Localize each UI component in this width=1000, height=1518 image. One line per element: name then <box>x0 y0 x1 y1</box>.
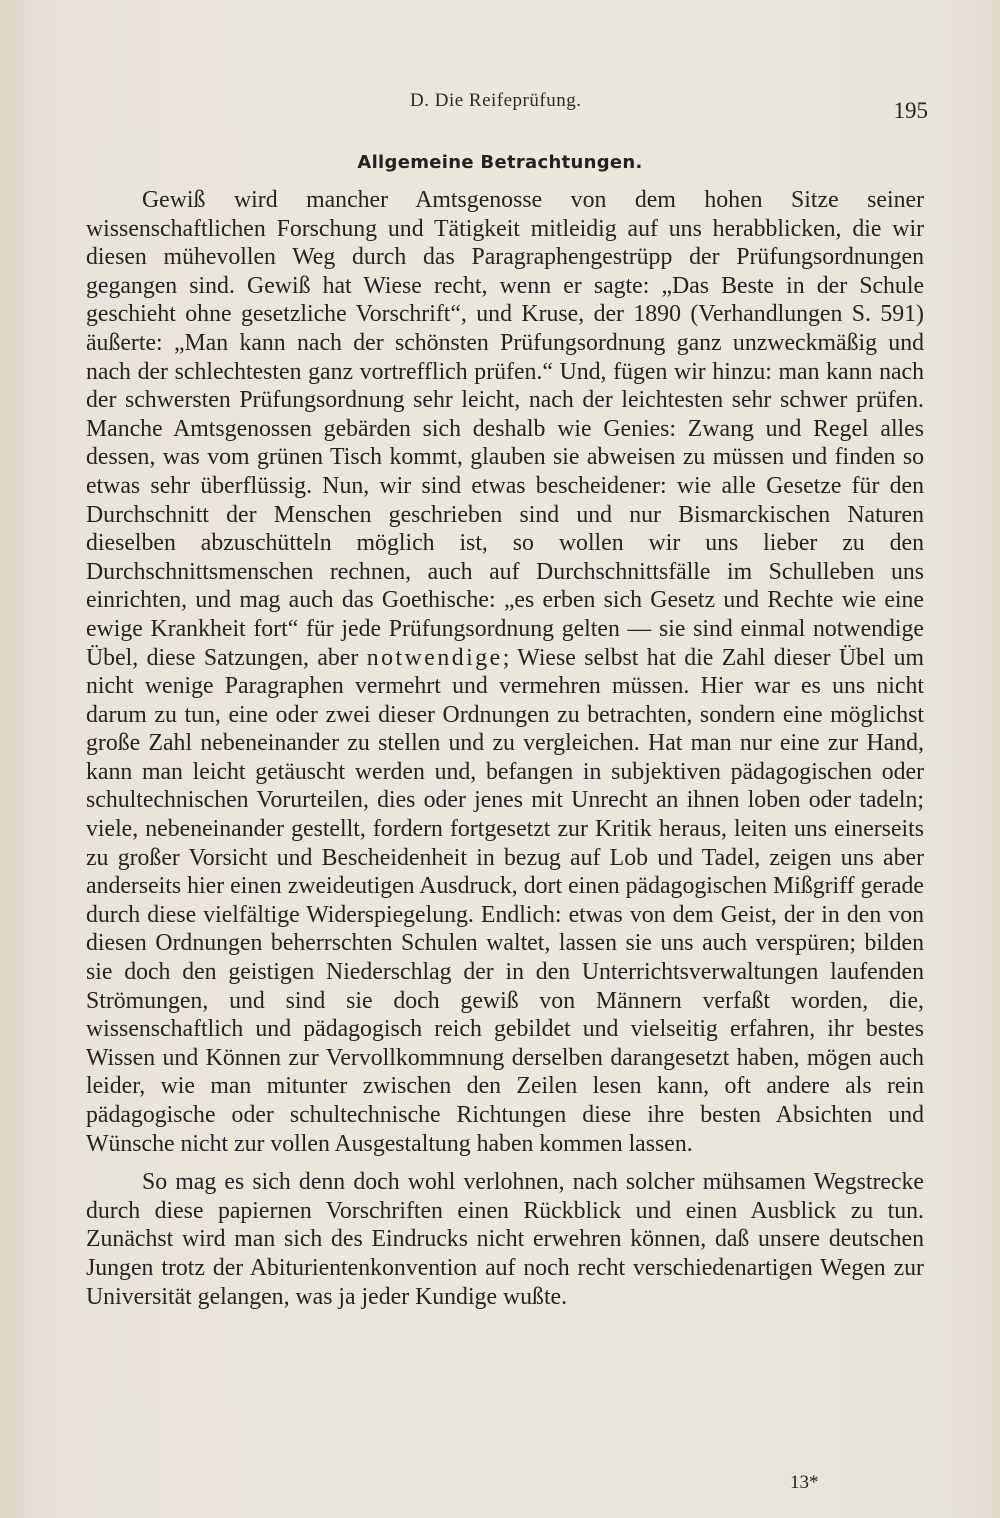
running-title: D. Die Reifeprüfung. <box>410 90 582 111</box>
signature-mark: 13* <box>790 1472 819 1493</box>
page-number: 195 <box>893 98 928 123</box>
running-header <box>80 88 940 123</box>
body-text <box>86 186 924 1311</box>
emphasized-word: notwendige <box>366 644 503 671</box>
paragraph-2: So mag es sich denn doch wohl verlohnen, nach solcher mühsamen Wegstrecke durch diese papiernen Vorschriften einen Rückblick und einen Ausblick zu tun. Zunächst wird man sich des Eindrucks nicht erwehren können, daß unsere deutschen Jungen trotz der Abiturientenkonvention auf noch recht verschiedenartigen Wegen zur Universität gelangen, was ja jeder Kundige wußte. <box>86 1169 924 1310</box>
section-heading: Allgemeine Betrachtungen. <box>357 152 643 173</box>
paragraph-1-part-2: ; Wiese selbst hat die Zahl dieser Übel um nicht wenige Paragraphen vermehrt und vermehren müssen. Hier war es uns nicht darum zu tun, eine oder zwei dieser Ordnungen zu betrachten, sondern eine möglichst große Zahl nebeneinander zu stellen und zu vergleichen. Hat man nur eine zur Hand, kann man leicht getäuscht werden und, befangen in subjektiven pädagogischen oder schultechnischen Vorurteilen, dies oder jenes mit Unrecht an ihnen loben oder tadeln; viele, nebeneinander gestellt, fordern fortgesetzt zur Kritik heraus, leiten uns einerseits zu großer Vorsicht und Bescheidenheit in bezug auf Lob und Tadel, zeigen uns aber anderseits hier einen zweideutigen Ausdruck, dort einen pädagogischen Mißgriff gerade durch diese vielfältige Widerspiegelung. Endlich: etwas von dem Geist, der in den von diesen Ordnungen beherrschten Schulen waltet, lassen sie uns auch verspüren; bilden sie doch den geistigen Niederschlag der in den Unterrichtsverwaltungen laufenden Strömungen, und sind sie doch gewiß von Männern verfaßt worden, die, wissenschaftlich und pädagogisch reich gebildet und vielseitig erfahren, ihr bestes Wissen und Können zur Vervollkommnung derselben darangesetzt haben, mögen auch leider, wie man mitunter zwischen den Zeilen lesen kann, oft andere als rein pädagogische oder schultechnische Richtungen diese ihre besten Absichten und Wünsche nicht zur vollen Ausgestaltung haben kommen lassen. <box>86 644 924 1157</box>
paragraph-1 <box>86 186 924 1158</box>
paragraph-1-part-1: Gewiß wird mancher Amtsgenosse von dem hohen Sitze seiner wissenschaftlichen Forschung und Tätigkeit mitleidig auf uns herabblicken, die wir diesen mühevollen Weg durch das Paragraphengestrüpp der Prüfungsordnungen gegangen sind. Gewiß hat Wiese recht, wenn er sagte: „Das Beste in der Schule geschieht ohne gesetzliche Vorschrift“, und Kruse, der 1890 (Verhandlungen S. 591) äußerte: „Man kann nach der schönsten Prüfungsordnung ganz unzweckmäßig und nach der schlechtesten ganz vortrefflich prüfen.“ Und, fügen wir hinzu: man kann nach der schwersten Prüfungsordnung sehr leicht, nach der leichtesten sehr schwer prüfen. Manche Amtsgenossen gebärden sich deshalb wie Genies: Zwang und Regel alles dessen, was vom grünen Tisch kommt, glauben sie abweisen zu müssen und finden so etwas sehr überflüssig. Nun, wir sind etwas bescheidener: wie alle Gesetze für den Durchschnitt der Menschen geschrieben sind und nur Bismarckischen Naturen dieselben abzuschütteln möglich ist, so wollen wir uns lieber zu den Durchschnittsmenschen rechnen, auch auf Durchschnittsfälle im Schulleben uns einrichten, und mag auch das Goethische: „es erben sich Gesetz und Rechte wie eine ewige Krankheit fort“ für jede Prüfungsordnung gelten — sie sind einmal notwendige Übel, diese Satzungen, aber <box>86 187 924 671</box>
